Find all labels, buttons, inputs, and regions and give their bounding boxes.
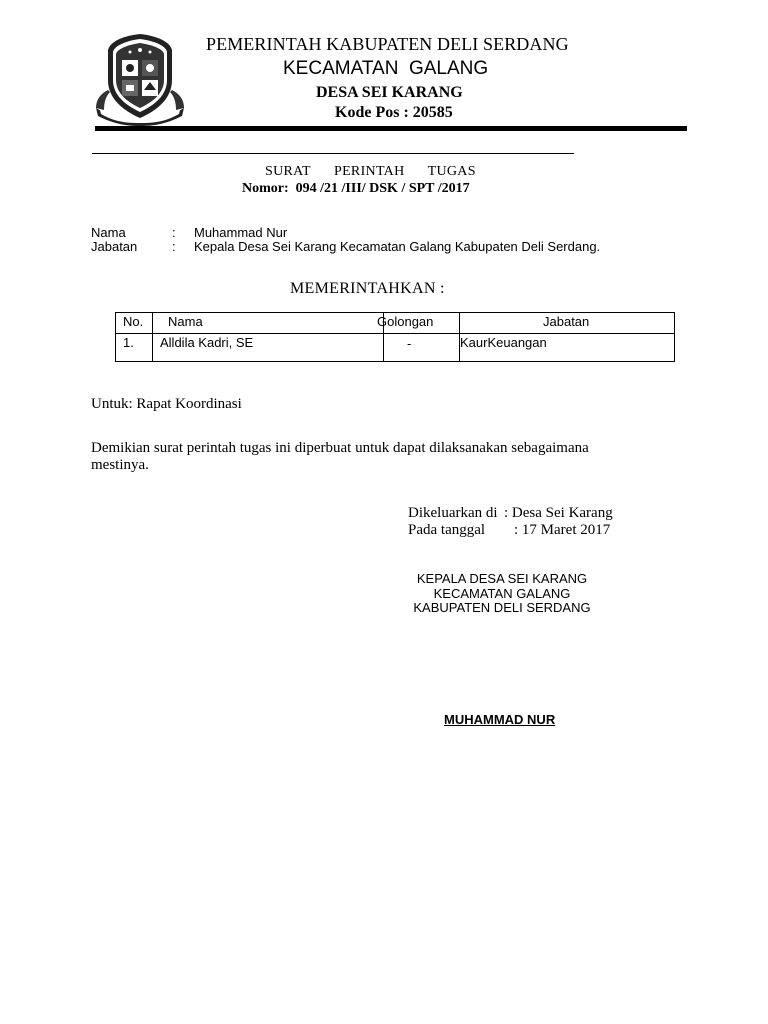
closing-line-2: mestinya. xyxy=(91,457,149,473)
assignment-table xyxy=(115,312,675,362)
issued-place-value: : Desa Sei Karang xyxy=(504,505,613,521)
signature-title-2: KECAMATAN GALANG xyxy=(433,586,571,601)
header-divider xyxy=(95,126,687,131)
table-col-divider xyxy=(152,313,153,361)
order-heading: MEMERINTAHKAN : xyxy=(290,280,445,297)
village-name: DESA SEI KARANG xyxy=(316,84,463,101)
issued-place-label: Dikeluarkan di xyxy=(408,505,498,521)
position-value: Kepala Desa Sei Karang Kecamatan Galang Kabupaten Deli Serdang. xyxy=(194,239,601,254)
row-position: KaurKeuangan xyxy=(460,335,547,350)
issued-date-label: Pada tanggal xyxy=(408,522,486,538)
table-header-rank: Golongan xyxy=(377,314,434,329)
table-header-no: No. xyxy=(123,314,144,329)
table-header-position: Jabatan xyxy=(543,314,590,329)
table-header-divider xyxy=(116,333,674,334)
document-number: Nomor: 094 /21 /III/ DSK / SPT /2017 xyxy=(242,181,470,196)
row-no: 1. xyxy=(123,335,134,350)
postal-code: Kode Pos : 20585 xyxy=(335,104,453,121)
position-colon: : xyxy=(172,239,176,254)
name-colon: : xyxy=(172,225,176,240)
title-divider xyxy=(92,153,574,154)
district-name: KECAMATAN GALANG xyxy=(283,58,489,79)
closing-line-1: Demikian surat perintah tugas ini diperbuat untuk dapat dilaksanakan sebagaimana xyxy=(91,440,589,456)
row-rank: - xyxy=(407,336,412,351)
name-value: Muhammad Nur xyxy=(194,225,288,240)
document-title: SURAT PERINTAH TUGAS xyxy=(265,164,476,179)
government-name: PEMERINTAH KABUPATEN DELI SERDANG xyxy=(206,34,569,54)
purpose-text: Untuk: Rapat Koordinasi xyxy=(91,396,242,412)
row-name: Alldila Kadri, SE xyxy=(160,335,254,350)
issued-date-value: : 17 Maret 2017 xyxy=(514,522,611,538)
name-label: Nama xyxy=(91,225,126,240)
regency-emblem-logo xyxy=(92,30,188,126)
signature-title-1: KEPALA DESA SEI KARANG xyxy=(416,571,588,586)
table-header-name: Nama xyxy=(168,314,203,329)
position-label: Jabatan xyxy=(91,239,138,254)
signer-name: MUHAMMAD NUR xyxy=(444,712,556,727)
signature-title-3: KABUPATEN DELI SERDANG xyxy=(413,600,591,615)
